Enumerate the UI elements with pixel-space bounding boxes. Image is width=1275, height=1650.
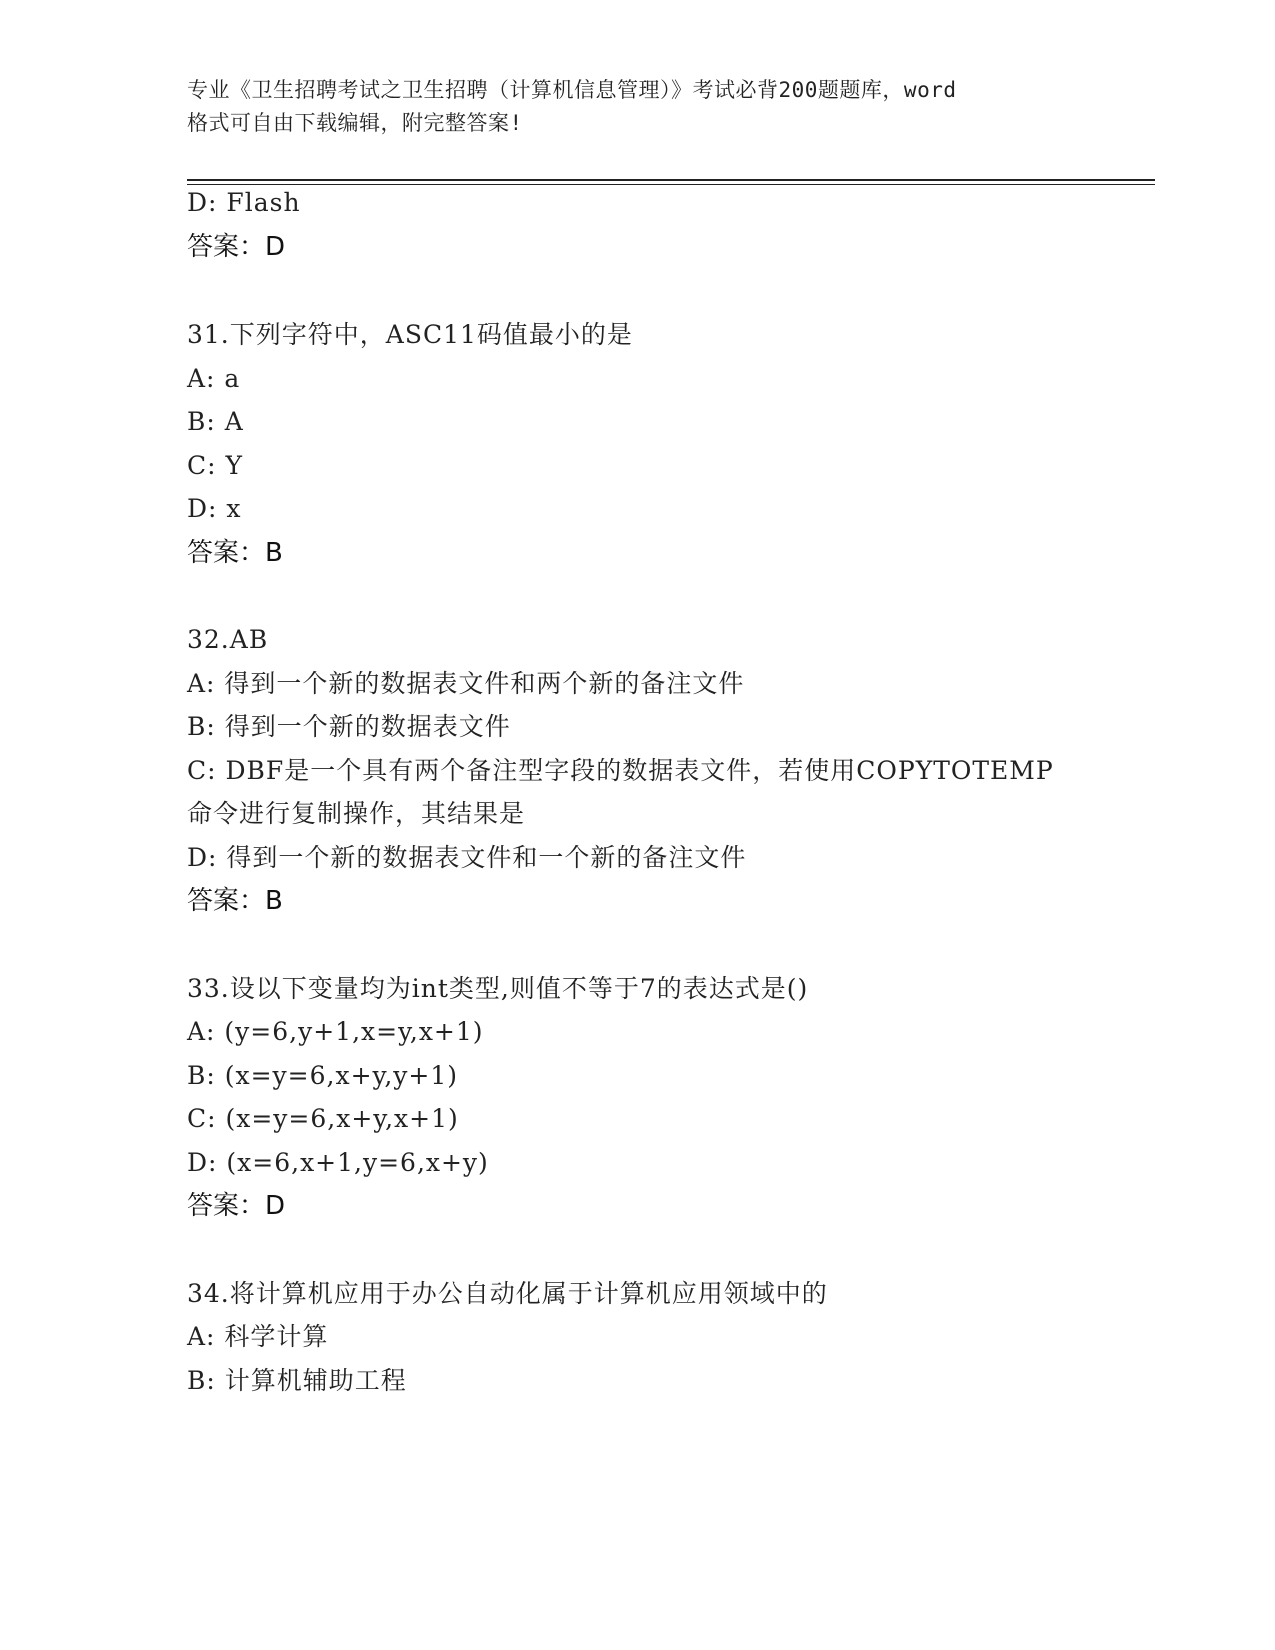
prev-option-d: D: Flash (187, 188, 301, 217)
q33-option-a: A: (y=6,y+1,x=y,x+1) (187, 1017, 484, 1046)
q32-answer: 答案：B (187, 886, 283, 916)
q31-option-b: B: A (187, 407, 244, 436)
q33-question: 33.设以下变量均为int类型,则值不等于7的表达式是() (187, 974, 809, 1003)
q34-question: 34.将计算机应用于办公自动化属于计算机应用领域中的 (187, 1279, 828, 1308)
q32-question: 32.AB (187, 625, 269, 654)
q31-answer: 答案：B (187, 538, 283, 568)
q31-option-c: C: Y (187, 451, 244, 480)
q34-option-b: B: 计算机辅助工程 (187, 1366, 407, 1395)
header-rule-thick (187, 179, 1155, 181)
q32-option-c: C: DBF是一个具有两个备注型字段的数据表文件，若使用COPYTOTEMP (187, 756, 1054, 785)
q33-option-b: B: (x=y=6,x+y,y+1) (187, 1061, 458, 1090)
header-line-1: 专业《卫生招聘考试之卫生招聘（计算机信息管理）》考试必背200题题库，word (187, 78, 957, 102)
q32-option-d: D: 得到一个新的数据表文件和一个新的备注文件 (187, 843, 747, 872)
q34-option-a: A: 科学计算 (187, 1322, 329, 1351)
q33-option-d: D: (x=6,x+1,y=6,x+y) (187, 1148, 489, 1177)
prev-answer: 答案：D (187, 232, 286, 262)
q32-option-a: A: 得到一个新的数据表文件和两个新的备注文件 (187, 669, 745, 698)
q32-option-c-continued: 命令进行复制操作，其结果是 (187, 799, 526, 828)
q31-option-a: A: a (187, 364, 241, 393)
q32-option-b: B: 得到一个新的数据表文件 (187, 712, 511, 741)
header-line-2: 格式可自由下载编辑，附完整答案! (187, 111, 523, 135)
q31-option-d: D: x (187, 494, 242, 523)
q33-answer: 答案：D (187, 1191, 286, 1221)
q31-question: 31.下列字符中，ASC11码值最小的是 (187, 320, 633, 349)
q33-option-c: C: (x=y=6,x+y,x+1) (187, 1104, 459, 1133)
header-rule-thin (187, 184, 1155, 185)
document-header (187, 74, 1087, 140)
